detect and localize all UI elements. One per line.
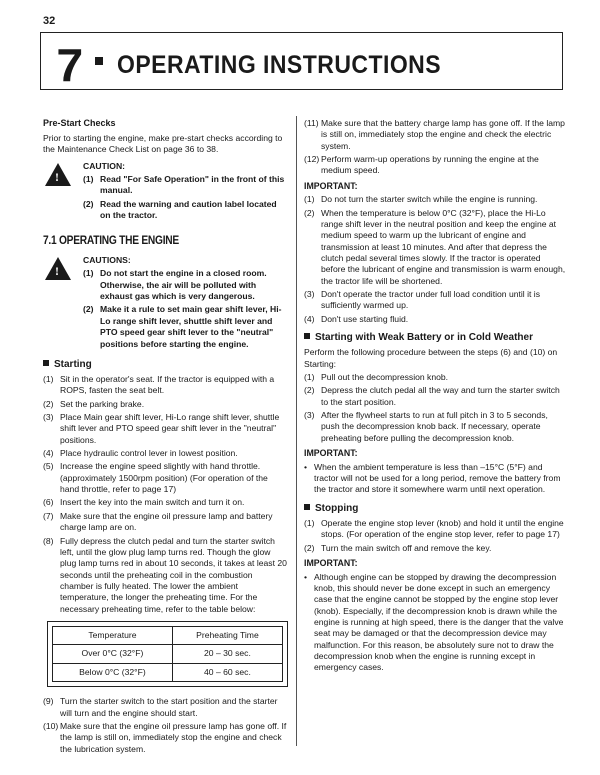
- chapter-title-box: [40, 32, 563, 90]
- list-item: (3) After the flywheel starts to run at full pitch in 3 to 5 seconds, push the decompression knob back. If necessary, operate preheating before pulling the decompression knob.: [304, 410, 548, 443]
- left-column: [43, 118, 288, 757]
- square-bullet-icon: [304, 504, 310, 510]
- caution-heading: CAUTIONS:: [83, 255, 131, 266]
- list-item: (9) Turn the starter switch to the start position and the starter will turn and the engine should start.: [43, 696, 278, 718]
- list-item: (10) Make sure that the engine oil pressure lamp has gone off. If the lamp is still on, immediately stop the engine and check the lubrication system.: [43, 720, 287, 754]
- list-item: • When the ambient temperature is less than –15°C (5°F) and tractor will not be used for a long period, remove the battery from the tractor and store it somewhere warm until next operation.: [304, 461, 561, 495]
- title-dot: [95, 57, 103, 65]
- list-item: (4) Place hydraulic control lever in lowest position.: [43, 448, 238, 459]
- list-item: (5) Increase the engine speed slightly with hand throttle. (approximately 1500rpm position) (For operation of the hand throttle, refer to page 17): [43, 461, 268, 495]
- important-heading: IMPORTANT:: [304, 180, 358, 191]
- starting-heading: Starting: [43, 358, 288, 371]
- table-cell: Over 0°C (32°F): [53, 645, 173, 663]
- right-column: [304, 118, 566, 676]
- important-heading: IMPORTANT:: [304, 557, 358, 568]
- list-item: (4) Don't use starting fluid.: [304, 313, 409, 324]
- list-item: (3) Place Main gear shift lever, Hi-Lo range shift lever, shuttle shift lever and PTO speed gear shift lever in the "neutral" positions.: [43, 412, 280, 445]
- table-cell: 40 – 60 sec.: [172, 663, 282, 681]
- list-item: (2) Turn the main switch off and remove the key.: [304, 542, 492, 553]
- table-cell: Below 0°C (32°F): [53, 663, 173, 681]
- list-item: (1) Sit in the operator's seat. If the tractor is equipped with a ROPS, fasten the seat belt.: [43, 374, 275, 396]
- important-heading: IMPORTANT:: [304, 448, 358, 459]
- warning-icon: !: [43, 255, 83, 285]
- engine-caution: [43, 255, 288, 352]
- stopping-heading: Stopping: [304, 502, 566, 515]
- list-item: (2) Depress the clutch pedal all the way and turn the starter switch to the start position.: [304, 385, 560, 407]
- caution-body: [83, 161, 288, 224]
- table-row: [53, 645, 283, 663]
- list-item: (1) Operate the engine stop lever (knob) and hold it until the engine stops. (For operation of the engine stop lever, refer to page 17): [304, 517, 564, 540]
- list-item: (2) When the temperature is below 0°C (32°F), place the Hi-Lo range shift lever in the neutral position and keep the engine at medium speed to warm up the lubricant of engine and transmission at least 10 minutes. And after that depress the clutch pedal several times slowly. If the tractor is operated before the lubricant of engine and transmission is warm enough, the tractor life will be shortened.: [304, 207, 566, 286]
- pre-start-heading: Pre-Start Checks: [43, 118, 116, 128]
- list-item: (2) Read the warning and caution label located on the tractor.: [83, 198, 277, 220]
- table-header: Temperature: [53, 626, 173, 644]
- warning-icon: !: [43, 161, 83, 191]
- list-item: (2) Make it a rule to set main gear shift lever, Hi-Lo range shift lever, shuttle shift lever and PTO speed gear shift lever to the "neutral" positions before starting the engine.: [83, 304, 282, 349]
- list-item: (3) Don't operate the tractor under full load condition until it is sufficiently warmed up.: [304, 289, 540, 311]
- list-item: (12) Perform warm-up operations by running the engine at the medium speed.: [304, 154, 539, 176]
- caution-heading: CAUTION:: [83, 160, 126, 171]
- table-cell: 20 – 30 sec.: [172, 645, 282, 663]
- column-divider: [296, 116, 297, 746]
- caution-body: [83, 255, 288, 352]
- cold-weather-heading: Starting with Weak Battery or in Cold Weather: [304, 331, 566, 344]
- pre-start-intro: Prior to starting the engine, make pre-start checks according to the Maintenance Check List on page 36 to 38.: [43, 132, 283, 155]
- pre-start-caution: [43, 161, 288, 224]
- dot-bullet-icon: •: [304, 461, 308, 472]
- list-item: (8) Fully depress the clutch pedal and turn the starter switch left, until the glow plug lamp turns red. Though the glow plug lamp turns red in about 10 seconds, it takes at least 20 seconds until the preheating coil in the combustion chamber is fully heated. The lower the ambient temperature, the longer the preheating time. For the necessary preheating time, refer to the table below:: [43, 535, 287, 614]
- list-item: (1) Pull out the decompression knob.: [304, 371, 449, 382]
- list-item: (1) Do not start the engine in a closed room. Otherwise, the air will be polluted with exhaust gas which is very dangerous.: [83, 268, 267, 302]
- chapter-title: OPERATING INSTRUCTIONS: [117, 51, 442, 79]
- list-item: (2) Set the parking brake.: [43, 398, 145, 409]
- list-item: (6) Insert the key into the main switch and turn it on.: [43, 497, 245, 508]
- list-item: • Although engine can be stopped by drawing the decompression knob, this should never be done except in such an emergency case that the engine cannot be stopped by the engine stop lever (knob). Especially, if the decompression knob is drawn while the engine is running at high speed, there is the danger that the valve seat may be damaged or that the decompression device may malfunction. For this reason, be absolutely sure not to draw the decompression knob when the engine is running except in emergency cases.: [304, 571, 564, 673]
- chapter-number: 7: [56, 39, 83, 91]
- page-number: 32: [43, 15, 56, 27]
- section-heading-7-1: 7.1 OPERATING THE ENGINE: [43, 233, 179, 248]
- list-item: (7) Make sure that the engine oil pressure lamp and battery charge lamp are on.: [43, 510, 273, 533]
- list-item: (1) Read "For Safe Operation" in the front of this manual.: [83, 173, 285, 196]
- cold-weather-intro: Perform the following procedure between the steps (6) and (10) on Starting:: [304, 347, 558, 369]
- dot-bullet-icon: •: [304, 571, 308, 582]
- table-row: [53, 663, 283, 681]
- table-header: Preheating Time: [172, 626, 282, 644]
- list-item: (1) Do not turn the starter switch while the engine is running.: [304, 194, 538, 205]
- preheating-table: [47, 621, 288, 687]
- list-item: (11) Make sure that the battery charge lamp has gone off. If the lamp is still on, immediately stop the engine and check the electric system.: [304, 118, 565, 151]
- square-bullet-icon: [43, 360, 49, 366]
- square-bullet-icon: [304, 333, 310, 339]
